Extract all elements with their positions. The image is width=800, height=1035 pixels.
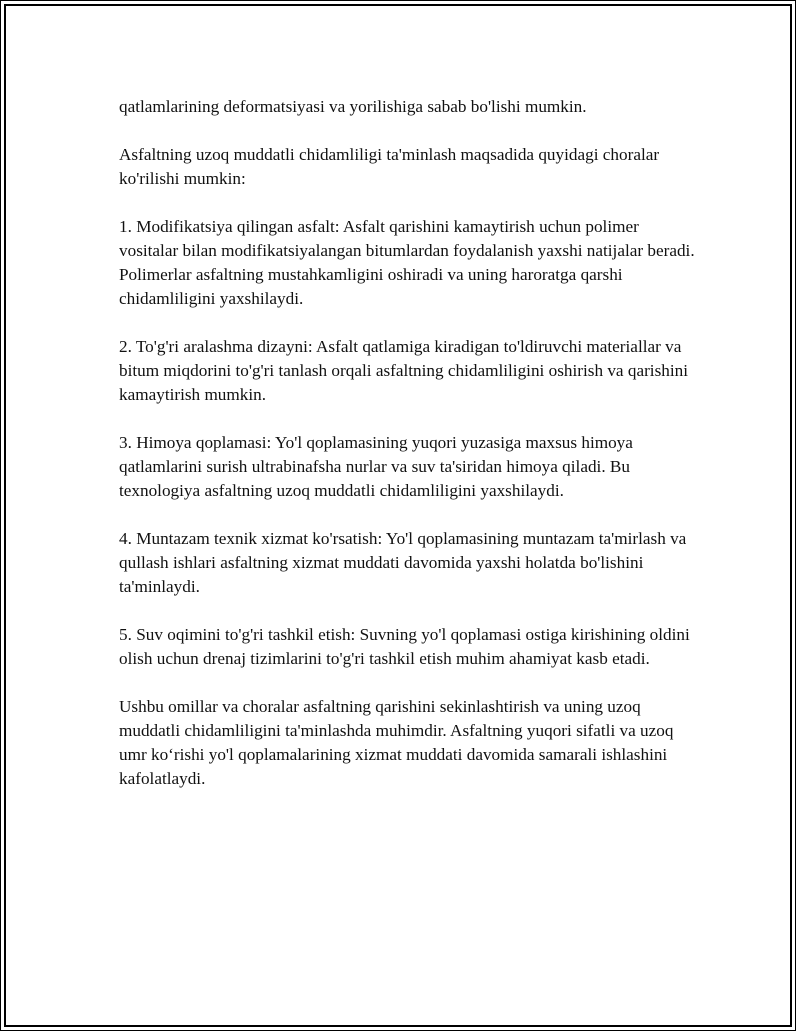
- paragraph-item-1: 1. Modifikatsiya qilingan asfalt: Asfalt qarishini kamaytirish uchun polimer vositalar bilan modifikatsiyalangan bitumlardan foydalanish yaxshi natijalar beradi. Polimerlar asfaltning mustahkamligini oshiradi va uning haroratga qarshi chidamliligini yaxshilaydi.: [119, 217, 695, 308]
- document-page: [4, 4, 792, 1027]
- paragraph-item-4: 4. Muntazam texnik xizmat ko'rsatish: Yo'l qoplamasining muntazam ta'mirlash va qullash ishlari asfaltning xizmat muddati davomida yaxshi holatda bo'lishini ta'minlaydi.: [119, 529, 687, 596]
- document-body: [119, 95, 699, 815]
- paragraph-item-5: 5. Suv oqimini to'g'ri tashkil etish: Suvning yo'l qoplamasi ostiga kirishining oldini olish uchun drenaj tizimlarini to'g'ri tashkil etish muhim ahamiyat kasb etadi.: [119, 625, 690, 668]
- paragraph-item-2: 2. To'g'ri aralashma dizayni: Asfalt qatlamiga kiradigan to'ldiruvchi materiallar va bitum miqdorini to'g'ri tanlash orqali asfaltning chidamliligini oshirish va qarishini kamaytirish mumkin.: [119, 337, 689, 404]
- paragraph-intro: Asfaltning uzoq muddatli chidamliligi ta'minlash maqsadida quyidagi choralar ko'rilishi mumkin:: [119, 145, 660, 188]
- paragraph-item-3: 3. Himoya qoplamasi: Yo'l qoplamasining yuqori yuzasiga maxsus himoya qatlamlarini surish ultrabinafsha nurlar va suv ta'siridan himoya qiladi. Bu texnologiya asfaltning uzoq muddatli chidamliligini yaxshilaydi.: [119, 433, 633, 500]
- paragraph-continuation: qatlamlarining deformatsiyasi va yorilishiga sabab bo'lishi mumkin.: [119, 97, 587, 116]
- paragraph-conclusion: Ushbu omillar va choralar asfaltning qarishini sekinlashtirish va uning uzoq muddatli chidamliligini ta'minlashda muhimdir. Asfaltning yuqori sifatli va uzoq umr ko‘rishi yo'l qoplamalarining xizmat muddati davomida samarali ishlashini kafolatlaydi.: [119, 697, 674, 788]
